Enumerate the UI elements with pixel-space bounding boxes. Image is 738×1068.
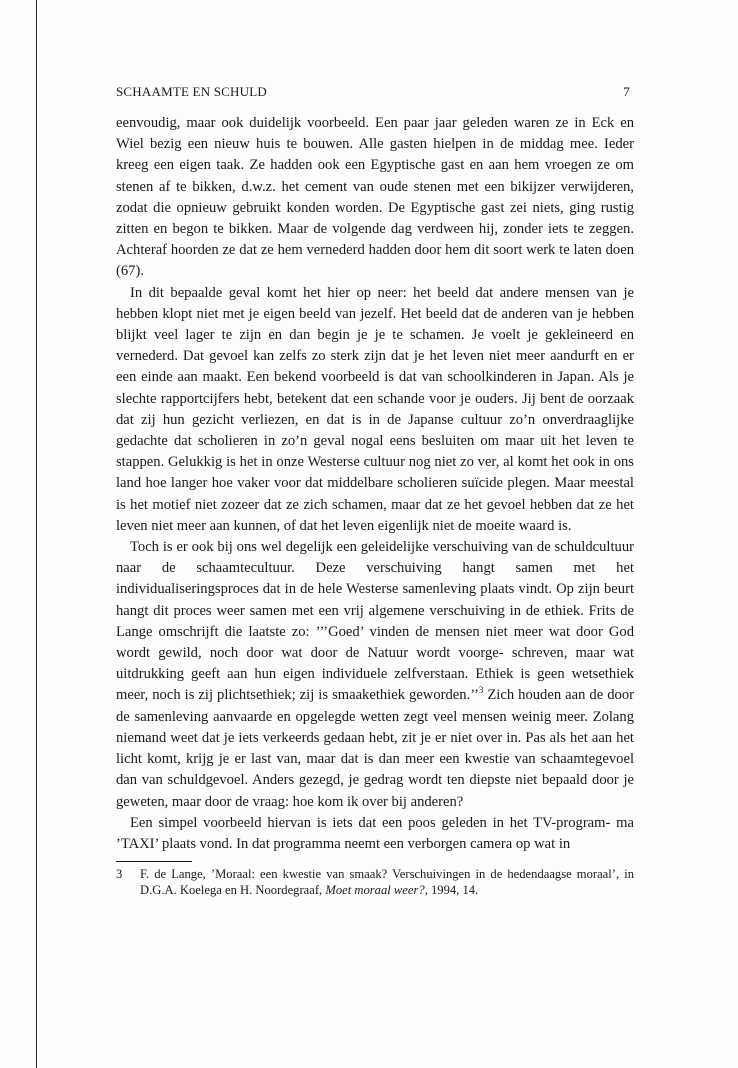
- footnote-number: 3: [116, 867, 123, 882]
- paragraph-3-text-a: Toch is er ook bij ons wel degelijk een geleidelijke verschuiving van de schuldcultuur naar de schaamtecultuur. Deze verschuiving hangt samen met het individualiseringsproces dat in de hele Westerse samenleving plaats vindt. Op zijn beurt hangt dit proces weer samen met een vrij algemene verschuiving in de ethiek. Frits de Lange omschrijft die laatste zo: ’’’Goed’ vinden de mensen niet meer wat door God wordt gewild, noch door wat door de Natuur wordt voorge- schreven, maar wat uitdrukking geeft aan hun eigen individuele zelfverstaan. Ethiek is geen wetsethiek meer, noch is zij plichtsethiek; zij is smaakethiek geworden.’’: [116, 539, 634, 704]
- body-text: [116, 113, 634, 855]
- footnote: [116, 867, 634, 898]
- book-page: [116, 84, 634, 898]
- paragraph-2: In dit bepaalde geval komt het hier op neer: het beeld dat andere mensen van je hebben klopt niet met je eigen beeld van jezelf. Het beeld dat de anderen van je hebben blijkt veel lager te zijn en dan begin je je te schamen. Je voelt je gekleineerd en vernederd. Dat gevoel kan zelfs zo sterk zijn dat je het leven niet meer aandurft en er een einde aan maakt. Een bekend voorbeeld is dat van schoolkinderen in Japan. Als je slechte rapportcijfers hebt, betekent dat een schande voor je ouders. Jij bent de oorzaak dat zij hun gezicht verliezen, en dat is in de Japanse cultuur zo’n onverdraaglijke gedachte dat scholieren in zo’n geval nogal eens besluiten om maar uit het leven te stappen. Gelukkig is het in onze Westerse cultuur nog niet zo ver, al komt het ook in ons land hoe langer hoe vaker voor dat middelbare scholieren suïcide plegen. Maar meestal is het motief niet zozeer dat ze zich schamen, maar dat ze het gevoel hebben dat ze het leven niet meer aan kunnen, of dat het leven eigenlijk niet de moeite waard is.: [116, 284, 634, 534]
- paragraph-3-text-b: Zich houden aan de door de samenleving aanvaarde en opgelegde wetten zegt veel mensen weinig meer. Zolang niemand weet dat je iets verkeerds gedaan hebt, zit je er niet over in. Pas als het aan het licht komt, krijg je er last van, maar dat is dan meer een kwestie van schaamtegevoel dan van schuldgevoel. Anders gezegd, je gedrag wordt ten diepste niet bepaald door je geweten, maar door de vraag: hoe kom ik over bij anderen?: [116, 687, 634, 810]
- footnote-divider: [116, 861, 192, 862]
- footnote-text: [140, 867, 634, 898]
- running-title: SCHAAMTE EN SCHULD: [116, 84, 267, 99]
- paragraph-1: eenvoudig, maar ook duidelijk voorbeeld. Een paar jaar geleden waren ze in Eck en Wiel bezig een nieuw huis te bouwen. Alle gasten hielpen in de middag mee. Ieder kreeg een eigen taak. Ze hadden ook een Egyptische gast en aan hem vroegen ze om stenen af te bikken, d.w.z. het cement van oude stenen met een bikijzer verwijderen, zodat die opnieuw gebruikt konden worden. De Egyptische gast zei niets, ging rustig zitten en begon te bikken. Maar de volgende dag verdween hij, zonder iets te zeggen. Achteraf hoorden ze dat ze hem vernederd hadden door hem dit soort werk te laten doen (67).: [116, 115, 634, 280]
- page-binding-edge: [36, 0, 37, 1068]
- footnote-citation-a: F. de Lange, ’Moraal: een kwestie van smaak? Verschuivingen in de hedendaagse moraal’, in D.G.A. Koelega en H. Noordegraaf,: [140, 867, 634, 897]
- footnote-citation-b: , 1994, 14.: [424, 882, 479, 897]
- page-number: 7: [623, 84, 630, 99]
- footnote-book-title: Moet moraal weer?: [325, 882, 425, 897]
- running-head: [116, 84, 634, 100]
- paragraph-3: [116, 537, 634, 813]
- paragraph-4: Een simpel voorbeeld hiervan is iets dat een poos geleden in het TV-program- ma ’TAXI’ plaats vond. In dat programma neemt een verborgen camera op wat in: [116, 814, 634, 852]
- footnote-reference: 3: [478, 685, 484, 696]
